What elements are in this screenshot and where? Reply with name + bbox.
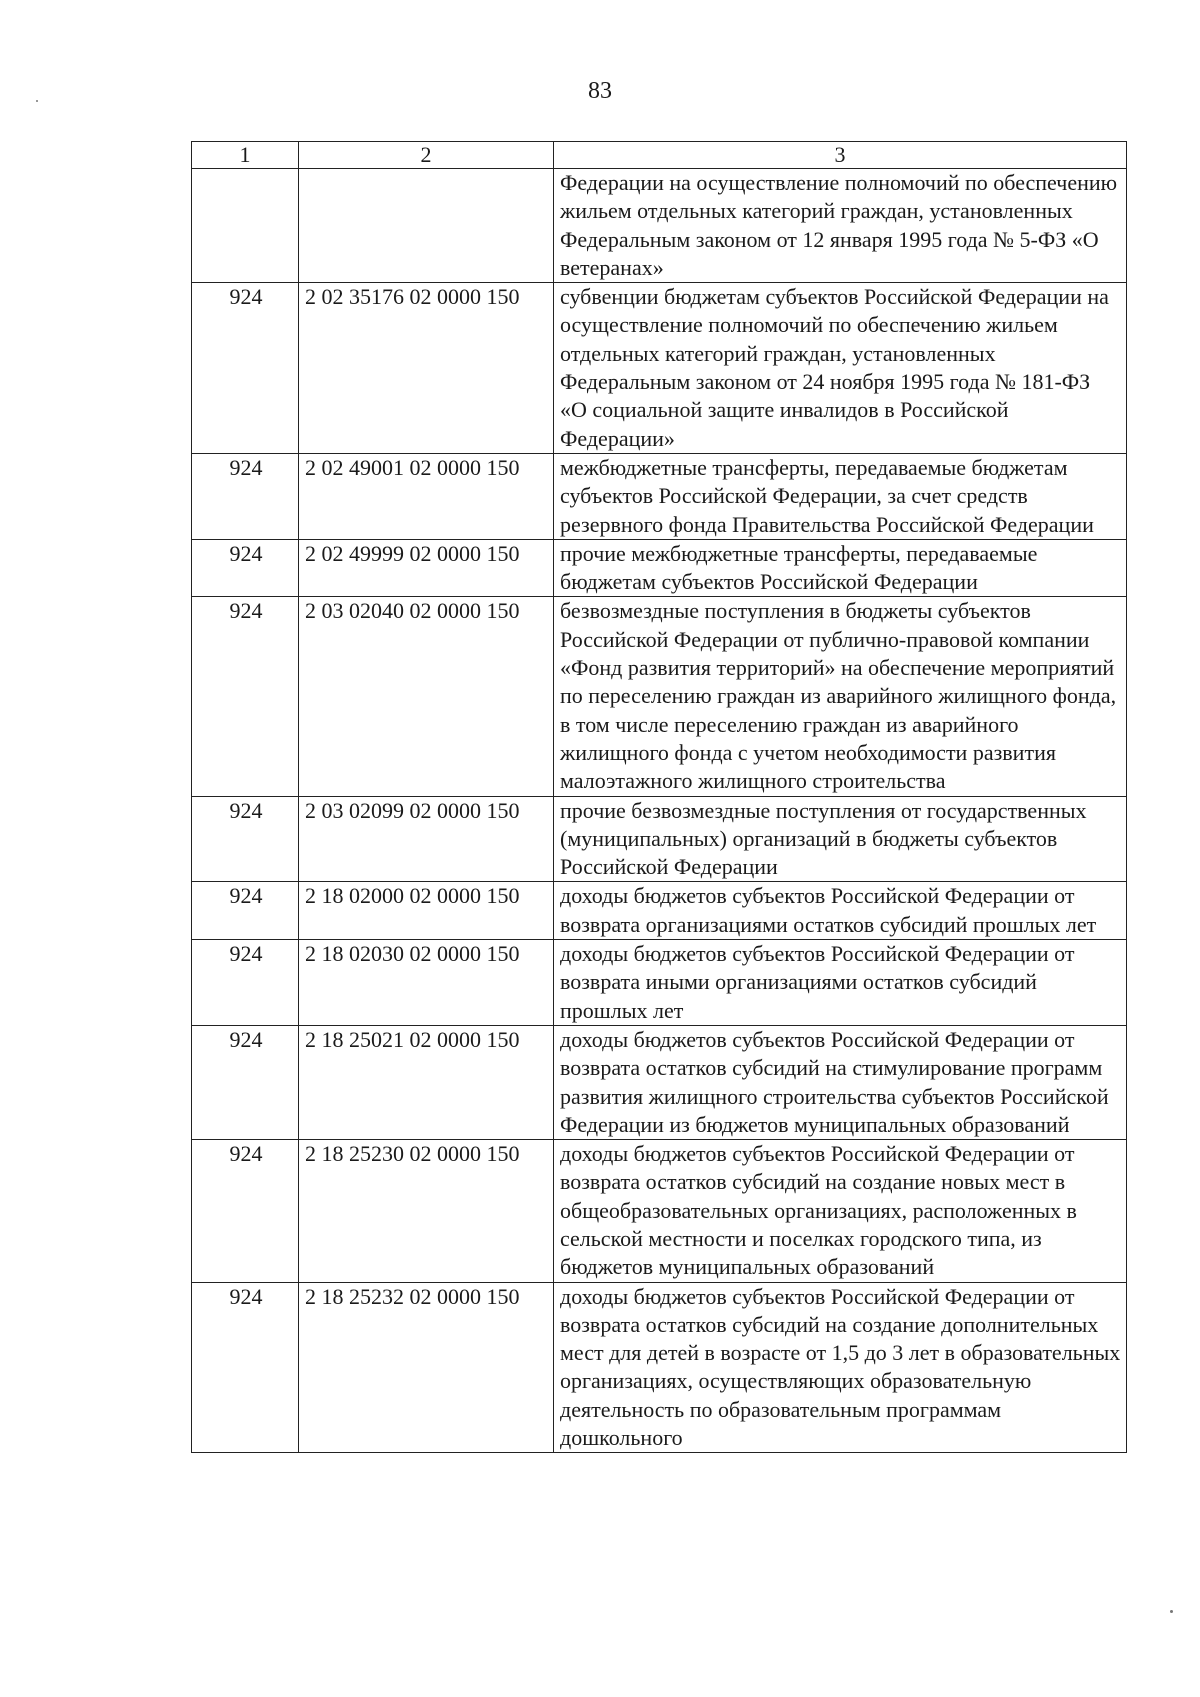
table-row	[192, 169, 1127, 283]
budget-code-cell: 2 18 25232 02 0000 150	[299, 1282, 554, 1453]
admin-code-cell: 924	[192, 539, 299, 597]
description-cell: субвенции бюджетам субъектов Российской Федерации на осуществление полномочий по обеспечению жильем отдельных категорий граждан, установленных Федеральным законом от 24 ноября 1995 года № 181-ФЗ «О социальной защите инвалидов в Российской Федерации»	[554, 283, 1127, 454]
description-cell: Федерации на осуществление полномочий по обеспечению жильем отдельных категорий граждан, установленных Федеральным законом от 12 января 1995 года № 5-ФЗ «О ветеранах»	[554, 169, 1127, 283]
header-col-3: 3	[554, 142, 1127, 169]
budget-code-cell: 2 18 02030 02 0000 150	[299, 940, 554, 1026]
scan-speck	[36, 100, 38, 102]
table-row	[192, 1025, 1127, 1139]
admin-code-cell: 924	[192, 283, 299, 454]
table-row	[192, 283, 1127, 454]
table-row	[192, 539, 1127, 597]
header-col-1: 1	[192, 142, 299, 169]
budget-code-cell	[299, 169, 554, 283]
table-header-row	[192, 142, 1127, 169]
admin-code-cell: 924	[192, 453, 299, 539]
header-col-2: 2	[299, 142, 554, 169]
admin-code-cell: 924	[192, 1140, 299, 1282]
table-row	[192, 1140, 1127, 1282]
description-cell: доходы бюджетов субъектов Российской Федерации от возврата организациями остатков субсидий прошлых лет	[554, 882, 1127, 940]
budget-code-cell: 2 02 49999 02 0000 150	[299, 539, 554, 597]
description-cell: прочие безвозмездные поступления от государственных (муниципальных) организаций в бюджеты субъектов Российской Федерации	[554, 796, 1127, 882]
budget-code-cell: 2 02 49001 02 0000 150	[299, 453, 554, 539]
table-row	[192, 597, 1127, 796]
admin-code-cell: 924	[192, 597, 299, 796]
description-cell: прочие межбюджетные трансферты, передаваемые бюджетам субъектов Российской Федерации	[554, 539, 1127, 597]
budget-code-cell: 2 03 02040 02 0000 150	[299, 597, 554, 796]
admin-code-cell	[192, 169, 299, 283]
description-cell: доходы бюджетов субъектов Российской Федерации от возврата остатков субсидий на создание новых мест в общеобразовательных организациях, расположенных в сельской местности и поселках городского типа, из бюджетов муниципальных образований	[554, 1140, 1127, 1282]
admin-code-cell: 924	[192, 940, 299, 1026]
budget-code-cell: 2 18 25021 02 0000 150	[299, 1025, 554, 1139]
table-row	[192, 1282, 1127, 1453]
admin-code-cell: 924	[192, 882, 299, 940]
budget-code-cell: 2 03 02099 02 0000 150	[299, 796, 554, 882]
scan-speck	[1170, 1610, 1173, 1613]
description-cell: доходы бюджетов субъектов Российской Федерации от возврата остатков субсидий на стимулирование программ развития жилищного строительства субъектов Российской Федерации из бюджетов муниципальных образований	[554, 1025, 1127, 1139]
admin-code-cell: 924	[192, 796, 299, 882]
budget-code-cell: 2 18 25230 02 0000 150	[299, 1140, 554, 1282]
table-row	[192, 796, 1127, 882]
budget-code-cell: 2 18 02000 02 0000 150	[299, 882, 554, 940]
description-cell: доходы бюджетов субъектов Российской Федерации от возврата иными организациями остатков субсидий прошлых лет	[554, 940, 1127, 1026]
table-row	[192, 882, 1127, 940]
table-row	[192, 940, 1127, 1026]
budget-code-cell: 2 02 35176 02 0000 150	[299, 283, 554, 454]
description-cell: безвозмездные поступления в бюджеты субъектов Российской Федерации от публично-правовой компании «Фонд развития территорий» на обеспечение мероприятий по переселению граждан из аварийного жилищного фонда, в том числе переселению граждан из аварийного жилищного фонда с учетом необходимости развития малоэтажного жилищного строительства	[554, 597, 1127, 796]
budget-revenue-table	[191, 141, 1127, 1453]
page-number: 83	[588, 78, 612, 104]
description-cell: доходы бюджетов субъектов Российской Федерации от возврата остатков субсидий на создание дополнительных мест для детей в возрасте от 1,5 до 3 лет в образовательных организациях, осуществляющих образовательную деятельность по образовательным программам дошкольного	[554, 1282, 1127, 1453]
admin-code-cell: 924	[192, 1025, 299, 1139]
admin-code-cell: 924	[192, 1282, 299, 1453]
description-cell: межбюджетные трансферты, передаваемые бюджетам субъектов Российской Федерации, за счет средств резервного фонда Правительства Российской Федерации	[554, 453, 1127, 539]
table-row	[192, 453, 1127, 539]
